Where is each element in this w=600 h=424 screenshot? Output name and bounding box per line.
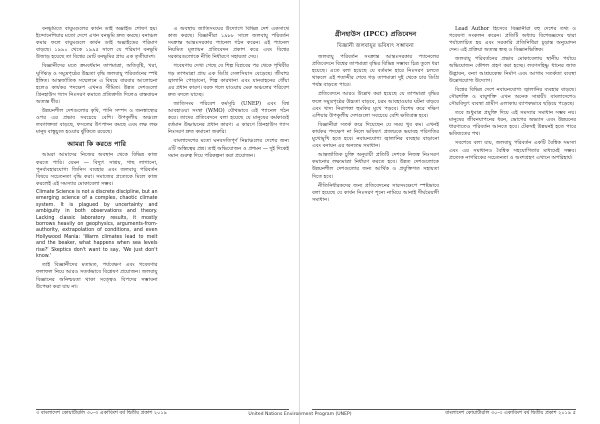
paragraph: বিজ্ঞানীরা সতর্ক করে দিয়েছেন যে সময় খুব কম। এখনই কার্যকর পদক্ষেপ না নিলে ভবিষ্যৎ প্রজন্মকে ভয়াবহ পরিণতির মুখোমুখি হতে হবে। নবায়নযোগ্য জ্বালানির ব্যবহার বাড়ানো এবং বনায়ন এর অন্যতম সমাধান।	[312, 121, 439, 150]
center-footnote: United Nations Environment Program (UNEP)	[248, 412, 352, 417]
section-heading: গ্রীনহাউস (IPCC) প্রতিবেদন	[334, 30, 417, 38]
paragraph: উন্নয়নশীল দেশগুলোর কৃষি, পানি সম্পদ ও জনস্বাস্থ্যের ওপর এর প্রভাব সবচেয়ে বেশি। উপকূলীয় অঞ্চলে লবণাক্ততা বাড়ছে, ফসলের উৎপাদন কমছে এবং লক্ষ লক্ষ মানুষ বাস্তুচ্যুত হওয়ার ঝুঁকিতে রয়েছে।	[36, 108, 158, 136]
section-subheading: বিজ্ঞানী জলবায়ুর ভবিষ্যৎ সম্ভাবনা	[337, 43, 414, 49]
paragraph: নীতিনির্ধারকদের জন্য প্রতিবেদনের সারসংক্ষেপে স্পষ্টভাবে বলা হয়েছে যে কার্বন নিঃসরণ শূন্যে নামিয়ে আনাই দীর্ঘমেয়াদী সমাধান।	[312, 182, 439, 203]
paragraph: জলবায়ু পরিবর্তনের প্রভাব মোকাবেলায় স্থানীয় পর্যায়ে অভিযোজন কৌশল গ্রহণ করা হচ্ছে। লবণসহিষ্ণু ধানের জাত উদ্ভাবন, বন্যা আশ্রয়কেন্দ্র নির্মাণ এবং আগাম সতর্কতা ব্যবস্থা উল্লেখযোগ্য উদ্যোগ।	[449, 56, 576, 84]
page-footer: ৩ বাংলাদেশ কোয়ার্টারলি ৩০-৩ একাবিংশ বর্ষ দ্বিতীয় প্রকাশ ২০১৯	[36, 410, 167, 416]
paragraph: বাংলাদেশের মতো ঘনবসতিপূর্ণ নিম্নাঞ্চলের দেশের জন্য এটি অস্তিত্বের প্রশ্ন। তাই অভিযোজন ও প্রশমন — দুই দিকেই সমান গুরুত্ব দিয়ে পরিকল্পনা করা প্রয়োজন।	[167, 138, 289, 159]
paragraph: আন্তর্জাতিক চুক্তি অনুযায়ী প্রতিটি দেশকে নিজস্ব নিঃসরণ কমানোর লক্ষ্যমাত্রা নির্ধারণ করতে হবে। উন্নত দেশগুলোকে উন্নয়নশীল দেশগুলোর জন্য আর্থিক ও প্রযুক্তিগত সহায়তা দিতে হবে।	[312, 152, 439, 180]
paragraph: বিজ্ঞানীদের মতে ক্রমবর্ধমান তাপমাত্রা, অতিবৃষ্টি, খরা, ঘূর্ণিঝড় ও সমুদ্রপৃষ্ঠের উচ্চতা বৃদ্ধি জলবায়ু পরিবর্তনের স্পষ্ট ইঙ্গিত। আন্তর্জাতিক সম্মেলনে এ বিষয়ে বারবার আলোচনা হলেও কার্যকর পদক্ষেপ এখনও সীমিত। উন্নত দেশগুলো গ্রিনহাউস গ্যাস নিঃসরণ কমাতে প্রতিশ্রুতি দিলেও বাস্তবায়ন অত্যন্ত ধীর।	[36, 63, 158, 105]
right-page	[300, 0, 600, 424]
paragraph: জলবায়ু পরিবর্তন সংক্রান্ত আন্তঃসরকার প্যানেলের প্রতিবেদনে বিশ্বের তাপমাত্রা বৃদ্ধির বিভিন্ন সম্ভাব্য চিত্র তুলে ধরা হয়েছে। এতে বলা হয়েছে যে বর্তমান হারে নিঃসরণ চলতে থাকলে এই শতাব্দীর শেষে গড় তাপমাত্রা দুই থেকে চার ডিগ্রি পর্যন্ত বাড়তে পারে।	[312, 54, 439, 89]
paragraph: এ অবস্থায় জাতিসংঘের উদ্যোগে বিভিন্ন দেশ একসাথে কাজ করছে। বিজ্ঞানীরা ১৯৮৮ সালে জলবায়ু পরিবর্তন সংক্রান্ত আন্তঃসরকার প্যানেল গঠন করেন। এই প্যানেল নিয়মিত মূল্যায়ন প্রতিবেদন প্রকাশ করে এবং বিশ্বের সরকারগুলোকে নীতি নির্ধারণে সহায়তা দেয়।	[167, 26, 289, 61]
paragraph: জাতিসংঘ পরিবেশ কর্মসূচি (UNEP) এবং বিশ্ব আবহাওয়া সংস্থা (WMO) যৌথভাবে এই প্যানেল গঠন করে। তাদের প্রতিবেদনে বলা হয়েছে যে মানুষের কর্মকাণ্ডই বর্তমান উষ্ণায়নের প্রধান কারণ। এ কারণে গ্রিনহাউস গ্যাস নিঃসরণ দ্রুত কমানো জরুরি।	[167, 100, 289, 136]
column-2	[168, 26, 290, 396]
paragraph: তাই বিজ্ঞানীদের মতামত, পর্যবেক্ষণ এবং গবেষণার ফলাফল নিয়ে আরও সতর্কভাবে বিশ্লেষণ প্রয়োজন। জলবায়ু বিজ্ঞানের অনিশ্চয়তা থাকা সত্ত্বেও বিপদের সম্ভাবনা উপেক্ষা করা যায় না।	[36, 262, 158, 290]
page-footer: বাংলাদেশ কোয়ার্টারলি ৩০-৩ একাবিংশ বর্ষ দ্বিতীয় প্রকাশ ২০১৯ ৫	[445, 410, 576, 416]
paragraph: বিশ্বের বিভিন্ন দেশে নবায়নযোগ্য জ্বালানির ব্যবহার বাড়ছে। সৌরশক্তি ও বায়ুশক্তি এখন অনেক সাশ্রয়ী। বাংলাদেশেও সৌরবিদ্যুৎ ব্যবস্থা গ্রামীণ এলাকায় ব্যাপকভাবে ছড়িয়ে পড়েছে।	[449, 86, 576, 107]
paragraph: Lead Author হিসেবে বিজ্ঞানীরা বহু দেশের তথ্য ও গবেষণা সংকলন করেন। প্রতিটি অধ্যায় বিশেষজ্ঞদের দ্বারা পর্যালোচিত হয় এবং সরকারি প্রতিনিধিরা চূড়ান্ত অনুমোদন দেন। এই প্রক্রিয়া অত্যন্ত স্বচ্ছ ও বিজ্ঞানভিত্তিক।	[449, 26, 576, 54]
paragraph: বনভূমিতে বায়ুমণ্ডলের কার্বন ডাই অক্সাইড শোষণ হয়। ইন্দোনেশিয়ার মতো দেশে এখন বনভূমি দ্রুত কমছে। বনাঞ্চল কমার ফলে বায়ুমণ্ডলে কার্বন ডাই অক্সাইডের পরিমাণ বাড়ছে। ১৯৯০ থেকে ১৯৯৫ সালে যে পরিমাণ বনভূমি উজাড় হয়েছে তা বিশ্বের মোট বনভূমির প্রায় এক তৃতীয়াংশ।	[36, 26, 158, 61]
column-1	[36, 26, 158, 396]
column-3	[312, 26, 439, 396]
paragraph: গবেষণায় দেখা গেছে যে শিল্প বিপ্লবের পর থেকে পৃথিবীর গড় তাপমাত্রা প্রায় এক ডিগ্রি সেলসিয়াস বেড়েছে। জীবাশ্ম জ্বালানি পোড়ানো, শিল্প কারখানা এবং যানবাহনের ধোঁয়া এর প্রধান কারণ। বরফ গলে যাওয়ায় মেরু অঞ্চলের পরিবেশ দ্রুত বদলে যাচ্ছে।	[167, 63, 289, 98]
column-4	[449, 26, 576, 396]
section-heading: আমরা কি করতে পারি	[67, 140, 127, 149]
paragraph: প্রতিবেদনে আরও উল্লেখ করা হয়েছে যে তাপমাত্রা বৃদ্ধির ফলে সমুদ্রপৃষ্ঠের উচ্চতা বাড়বে, চরম আবহাওয়ার ঘটনা বাড়বে এবং খাদ্য নিরাপত্তা হুমকির মুখে পড়বে। বিশেষ করে দক্ষিণ এশিয়ার উপকূলীয় দেশগুলো সবচেয়ে বেশি ক্ষতিগ্রস্ত হবে।	[312, 91, 439, 119]
paragraph: আমরা আমাদের নিজের অবস্থান থেকে বিভিন্ন কাজ করতে পারি। যেমন — বিদ্যুৎ সাশ্রয়, গাছ লাগানো, পুনর্ব্যবহারযোগ্য জিনিস ব্যবহার এবং জলবায়ু পরিবর্তন বিষয়ে সচেতনতা বৃদ্ধি করা। সমাজের প্রত্যেকে মিলে কাজ করলেই এই সমস্যার মোকাবেলা সম্ভব।	[36, 152, 158, 187]
right-page-columns	[312, 26, 576, 396]
left-page-columns	[36, 26, 289, 396]
paragraph: সবশেষে বলা যায়, জলবায়ু পরিবর্তন একটি বৈশ্বিক সমস্যা এবং এর সমাধানও বৈশ্বিক সহযোগিতার মাধ্যমেই সম্ভব। প্রত্যেক নাগরিকের সচেতনতা ও অংশগ্রহণ এখানে অপরিহার্য।	[449, 140, 576, 161]
english-quote-paragraph: Climate Science is not a discrete discipline, but an emerging science of a complex, chaotic climate system. It is plagued by uncertainty and ambiguity in both observations and theory. Lacking classic laboratory results, it mostly borrows heavily on geophysics, arguments-from-authority, extrapolation of conditions, and even Hollywood Mania: 'Warm climates lead to melt and the beaker, what happens when sea levels rise?' Skeptics don't want to say, 'We just don't know.'	[36, 189, 158, 259]
paragraph: তবে শুধুমাত্র প্রযুক্তি দিয়ে এই সমস্যার সমাধান সম্ভব নয়। মানুষের জীবনযাপনের ধরন, ভোগের অভ্যাস এবং উন্নয়নের ধারণাতেও পরিবর্তন আনতে হবে। টেকসই উন্নয়নই হতে পারে ভবিষ্যতের পথ।	[449, 110, 576, 138]
